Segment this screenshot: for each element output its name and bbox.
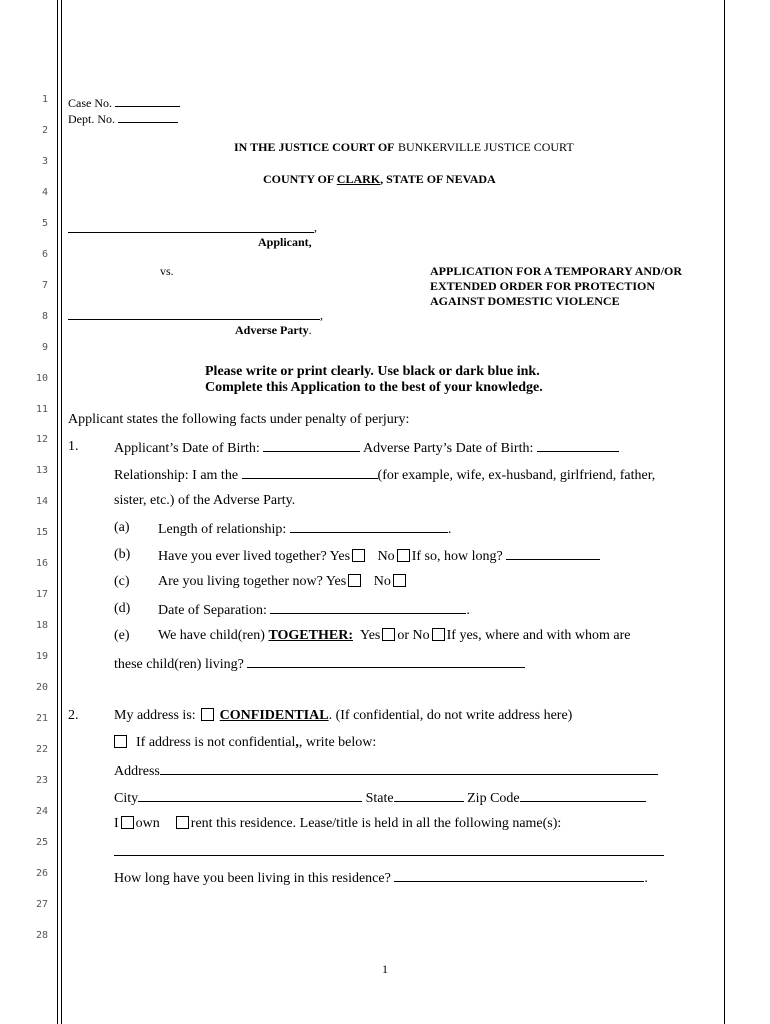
line-number: 19 [35, 651, 48, 663]
applicant-label: Applicant, [258, 235, 312, 249]
line-number: 20 [35, 682, 48, 694]
children-no-checkbox[interactable] [432, 628, 445, 641]
court-heading: IN THE JUSTICE COURT OF BUNKERVILLE JUSTICE COURT [234, 140, 574, 154]
line-number: 28 [35, 929, 48, 941]
page-number: 1 [382, 962, 388, 976]
vs-label: vs. [160, 264, 174, 278]
address-field-row: Address [114, 762, 658, 780]
application-title-3: AGAINST DOMESTIC VIOLENCE [430, 294, 620, 308]
not-confidential-checkbox[interactable] [114, 735, 127, 748]
length-relationship-field[interactable] [290, 520, 448, 533]
line-number: 9 [41, 341, 48, 353]
line-number: 6 [41, 248, 48, 260]
applicant-dob-field[interactable] [263, 439, 360, 452]
relationship-cont: sister, etc.) of the Adverse Party. [114, 493, 296, 508]
relationship-field[interactable] [242, 466, 378, 479]
not-confidential-row: If address is not confidential,, write below: [114, 735, 376, 751]
children-yes-checkbox[interactable] [382, 628, 395, 641]
city-state-zip-row: City State Zip Code [114, 789, 646, 807]
item-c-label: (c) [114, 574, 130, 589]
line-number: 21 [35, 713, 48, 724]
section-1-number: 1. [68, 439, 79, 454]
line-number: 13 [35, 465, 48, 477]
dept-no: Dept. No. [68, 110, 178, 127]
line-number: 10 [35, 372, 48, 384]
dob-row: Applicant’s Date of Birth: Adverse Party’s Date of Birth: [114, 439, 619, 457]
item-b: Have you ever lived together? Yes No If so, how long? [158, 547, 600, 565]
case-no: Case No. [68, 94, 180, 111]
line-number: 17 [35, 589, 48, 601]
line-number: 24 [35, 805, 48, 817]
application-title-2: EXTENDED ORDER FOR PROTECTION [430, 279, 656, 293]
adverse-name-line [68, 319, 320, 320]
item-e-cont: these child(ren) living? [114, 655, 525, 673]
item-e: We have child(ren) TOGETHER: Yes or No If yes, where and with whom are [158, 628, 631, 643]
item-a: Length of relationship: . [158, 522, 452, 537]
adverse-comma: , [320, 308, 323, 322]
lease-names-line[interactable] [114, 855, 664, 856]
item-b-label: (b) [114, 547, 131, 562]
section-2-number: 2. [68, 708, 79, 723]
adverse-label: Adverse Party. [235, 323, 312, 337]
line-number: 1 [41, 94, 48, 105]
own-rent-row: I own rent this residence. Lease/title is held in all the following name(s): [114, 816, 562, 831]
separation-date-field[interactable] [270, 601, 466, 614]
line-number: 4 [41, 186, 48, 198]
item-e-label: (e) [114, 628, 130, 643]
line-number: 16 [35, 558, 48, 570]
line-number: 5 [41, 217, 48, 229]
line-number: 18 [35, 620, 48, 632]
confidential-checkbox[interactable] [201, 708, 214, 721]
applicant-name-line [68, 232, 314, 233]
item-a-label: (a) [114, 520, 130, 535]
living-together-no-checkbox[interactable] [393, 574, 406, 587]
line-number: 2 [41, 124, 48, 136]
address-field[interactable] [160, 762, 658, 775]
item-d: Date of Separation: . [158, 603, 470, 618]
lived-how-long-field[interactable] [506, 547, 600, 560]
address-row: My address is: CONFIDENTIAL. (If confidential, do not write address here) [114, 708, 573, 723]
line-number: 11 [35, 403, 48, 415]
line-number: 7 [41, 279, 48, 291]
right-margin-rule [724, 0, 725, 1024]
item-c: Are you living together now? Yes No [158, 574, 408, 590]
line-number: 8 [41, 310, 48, 322]
line-number: 22 [35, 743, 48, 755]
lived-together-no-checkbox[interactable] [397, 549, 410, 562]
application-title-1: APPLICATION FOR A TEMPORARY AND/OR [430, 264, 683, 278]
left-margin-rule-2 [61, 0, 62, 1024]
children-living-field[interactable] [247, 655, 525, 668]
line-number: 15 [35, 527, 48, 539]
rent-checkbox[interactable] [176, 816, 189, 829]
line-number: 26 [35, 867, 48, 879]
instructions-line-2: Complete this Application to the best of your knowledge. [205, 380, 543, 395]
city-field[interactable] [138, 789, 362, 802]
intro-statement: Applicant states the following facts under penalty of perjury: [68, 412, 410, 427]
own-checkbox[interactable] [121, 816, 134, 829]
living-together-yes-checkbox[interactable] [348, 574, 361, 587]
line-number: 27 [35, 898, 48, 910]
line-number: 25 [35, 836, 48, 848]
line-number: 23 [35, 774, 48, 786]
applicant-comma: , [314, 220, 317, 234]
relationship-row: Relationship: I am the (for example, wife, ex-husband, girlfriend, father, [114, 468, 656, 483]
line-number: 12 [35, 434, 48, 446]
line-number: 14 [35, 496, 48, 508]
state-field[interactable] [394, 789, 464, 802]
lived-together-yes-checkbox[interactable] [352, 549, 365, 562]
instructions-line-1: Please write or print clearly. Use black or dark blue ink. [205, 364, 540, 379]
adverse-dob-field[interactable] [537, 439, 619, 452]
county-heading: COUNTY OF CLARK, STATE OF NEVADA [263, 172, 496, 186]
residence-duration-field[interactable] [394, 869, 644, 882]
zip-field[interactable] [520, 789, 646, 802]
how-long-row: How long have you been living in this residence? . [114, 871, 648, 886]
left-margin-rule-1 [57, 0, 58, 1024]
item-d-label: (d) [114, 601, 131, 616]
line-number: 3 [41, 155, 48, 167]
